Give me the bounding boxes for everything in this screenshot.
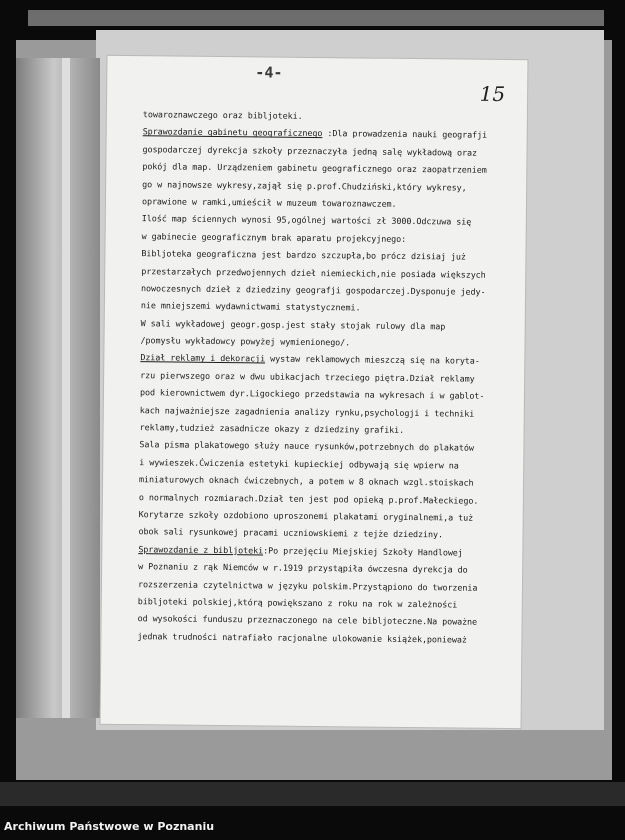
archive-label: Archiwum Państwowe w Poznaniu	[4, 820, 215, 833]
scan-bottom-edge	[0, 782, 625, 806]
line-text: i wywieszek.Ćwiczenia estetyki kupieckiej odbywają się wpierw na	[139, 456, 459, 471]
line-text: wystaw reklamowych mieszczą się na koryta-	[265, 353, 480, 367]
line-text: przestarzałych przedwojennych dzieł niemieckich,nie posiada większych	[141, 265, 486, 280]
line-text: od wysokości funduszu przeznaczonego na cele bibljoteczne.Na poważne	[137, 613, 478, 628]
line-text: nowoczesnych dzieł z dziedziny geografji gospodarczej.Dysponuje jedy-	[141, 283, 486, 297]
line-text: Bibljoteka geograficzna jest bardzo szczupła,bo prócz dzisiaj już	[141, 248, 466, 262]
line-text: /pomysłu wykładowcy powyżej wymienionego/.	[140, 335, 351, 348]
section-heading: Sprawozdanie z bibljoteki	[138, 543, 264, 556]
line-text: jednak trudności natrafiało racjonalne ulokowanie książek,ponieważ	[137, 630, 467, 645]
line-text: oprawione w ramki,umieścił w muzeum towaroznawczem.	[141, 196, 397, 209]
binding-strip-highlight	[62, 58, 70, 718]
line-text: W sali wykładowej geogr.gosp.jest stały stojak rulowy dla map	[140, 317, 446, 332]
section-heading: Sprawozdanie gabinetu geograficznego	[142, 126, 323, 139]
line-text: miniaturowych oknach ćwiczebnych, a potem w 8 oknach wzgl.stoiskach	[139, 474, 474, 488]
line-text: rozszerzenia czytelnictwa w języku polskim.Przystąpiono do tworzenia	[137, 578, 478, 593]
line-text: o normalnych rozmiarach.Dział ten jest pod opieką p.prof.Małeckiego.	[138, 491, 479, 506]
text-line	[137, 628, 517, 649]
line-text: :Dla prowadzenia nauki geografji	[322, 128, 488, 141]
line-text: nie mniejszemi wydawnictwami statystycznemi.	[140, 300, 361, 313]
line-text: towaroznawczego oraz bibljoteki.	[142, 109, 303, 121]
line-text: go w najnowsze wykresy,zajął się p.prof.Chudziński,który wykresy,	[142, 178, 467, 193]
line-text: gospodarczej dyrekcja szkoły przeznaczyła jedną salę wykładową oraz	[142, 143, 478, 158]
page-number: -4-	[255, 63, 283, 82]
typed-text-body	[137, 106, 523, 649]
line-text: Ilość map ściennych wynosi 95,ogólnej wartości zł 3000.Odczuwa się	[141, 213, 472, 227]
line-text: kach najważniejsze zagadnienia analizy rynku,psychologji i techniki	[139, 404, 475, 419]
line-text: reklamy,tudzież zasadnicze okazy z dziedziny grafiki.	[139, 422, 405, 435]
line-text: rzu pierwszego oraz w dwu ubikacjach trzeciego piętra.Dział reklamy	[140, 370, 475, 384]
line-text: bibljoteki polskiej,którą powiększano z roku na rok w zależności	[137, 596, 458, 610]
line-text: pod kierownictwem dyr.Ligockiego przedstawia na wykresach i w gablot-	[139, 387, 485, 402]
line-text: obok sali rysunkowej pracami uczniowskiemi z tejże dziedziny.	[138, 526, 444, 540]
binding-strip	[16, 58, 100, 718]
line-text: :Po przejęciu Miejskiej Szkoły Handlowej	[263, 545, 463, 558]
line-text: Sala pisma plakatowego służy nauce rysunków,potrzebnych do plakatów	[139, 439, 474, 454]
line-text: pokój dla map. Urządzeniem gabinetu geograficznego oraz zaopatrzeniem	[142, 161, 487, 175]
line-text: w gabinecie geograficznym brak aparatu projekcyjnego:	[141, 230, 407, 244]
line-text: Korytarze szkoły ozdobiono uproszonemi plakatami oryginalnemi,a tuż	[138, 509, 474, 523]
scan-top-edge	[28, 10, 604, 26]
handwritten-folio-number: 15	[479, 81, 506, 106]
section-heading: Dział reklamy i dekoracji	[140, 352, 266, 364]
line-text: w Poznaniu z rąk Niemców w r.1919 przystąpiła ówczesna dyrekcja do	[138, 561, 468, 575]
document-page	[101, 56, 528, 728]
